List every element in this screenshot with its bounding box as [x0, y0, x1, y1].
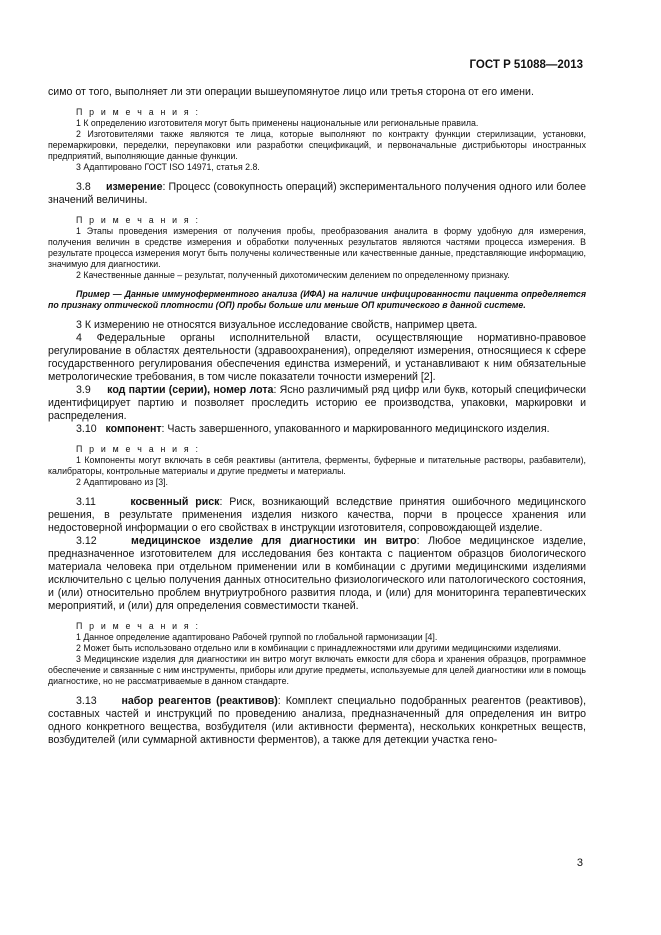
definition-text: : Комплект специально подобранных реагентов (реактивов), составных частей и инструкций по проведению анализа, предназначенный для определения ин витро одного конкретного вещества, возбудителя (или активности фермента), нескольких конкретных веществ, возбудителей (или суммарной активности ферментов), а также для детекции участка гено-	[48, 695, 587, 746]
definition-text: : Риск, возникающий вследствие принятия ошибочного медицинского решения, в результате применения изделия низкого качества, порчи в процессе хранения или недостоверной информации о его свойствах в инструкции изготовителя, сопровождающей изделие.	[48, 496, 587, 534]
definition-term: набор реагентов (реактивов)	[121, 695, 278, 707]
note-item: 1 Данное определение адаптировано Рабочей группой по глобальной гармонизации [4].	[76, 632, 438, 642]
definition-term: измерение	[106, 181, 163, 193]
notes-heading: П р и м е ч а н и я :	[76, 215, 201, 225]
intro-paragraph: симо от того, выполняет ли эти операции вышеупомянутое лицо или третья сторона от его имени.	[48, 86, 534, 98]
definition-3-13: 3.13 набор реагентов (реактивов): Комплект специально подобранных реагентов (реактивов), составных частей и инструкций по проведению анализа, предназначенный для определения ин витро одного конкретного вещества, возбудителя (или активности фермента), нескольких конкретных веществ, возбудителей (или суммарной активности ферментов), а также для детекции участка гено-	[48, 695, 587, 746]
note-item: 1 К определению изготовителя могут быть применены национальные или региональные правила.	[76, 118, 479, 128]
definition-text: : Любое медицинское изделие, предназначенное изготовителем для исследования без контакта с пациентом образцов биологического материала человека при отдельном применении или в комбинации с другими медицинскими изделиями исключительно с целью получения данных относительно физиологического или патологического состояния, и (или) относительно проблем внутриутробного развития плода, и (или) для мониторинга терапевтических мероприятий, и (или) для определения совместимости тканей.	[48, 535, 586, 612]
definition-term: косвенный риск	[130, 496, 220, 508]
definition-term: компонент	[105, 423, 162, 435]
definition-term: медицинское изделие для диагностики ин витро	[130, 535, 417, 547]
definition-3-8: 3.8 измерение: Процесс (совокупность операций) экспериментального получения одного или более значений величины.	[48, 181, 587, 206]
page-number: 3	[576, 857, 583, 869]
note-item-3: 3 К измерению не относятся визуальное исследование свойств, например цвета.	[76, 319, 478, 331]
note-item: 3 Адаптировано ГОСТ ISO 14971, статья 2.8.	[76, 162, 260, 172]
definition-3-11: 3.11 косвенный риск: Риск, возникающий вследствие принятия ошибочного медицинского решения, в результате применения изделия низкого качества, порчи в процессе хранения или недостоверной информации о его свойствах в инструкции изготовителя, сопровождающей изделие.	[48, 496, 587, 534]
definition-text: : Часть завершенного, упакованного и маркированного медицинского изделия.	[161, 423, 550, 435]
note-item: 2 Адаптировано из [3].	[76, 477, 168, 487]
note-item-4: 4 Федеральные органы исполнительной власти, осуществляющие нормативно-правовое регулирование в областях деятельности (здравоохранения), определяют измерения, относящиеся к сфере государственного регулирования обеспечения единства измерений, и устанавливают к ним обязательные метрологические требования, в том числе показатели точности измерений [2].	[48, 332, 586, 383]
note-item: 1 Компоненты могут включать в себя реактивы (антитела, ферменты, буферные и питательные растворы, разбавители), калибраторы, контрольные материалы и другие предметы и материалы.	[48, 455, 586, 476]
example-paragraph: Пример — Данные иммуноферментного анализа (ИФА) на наличие инфицированности пациента определяется по признаку оптической плотности (ОП) пробы больше или меньше ОП критического в данной системе.	[48, 289, 586, 310]
page-content	[48, 86, 586, 747]
notes-heading: П р и м е ч а н и я :	[76, 621, 201, 631]
notes-heading: П р и м е ч а н и я :	[76, 444, 201, 454]
notes-heading: П р и м е ч а н и я :	[76, 107, 201, 117]
definition-term: код партии (серии), номер лота	[107, 384, 274, 396]
note-item: 3 Медицинские изделия для диагностики ин витро могут включать емкости для сбора и хранения образцов, программное обеспечение и связанные с ним инструменты, приборы или другие предметы, используемые для целей диагностики или в помощь диагностике, но не рассматриваемые в данном стандарте.	[48, 654, 586, 686]
note-item: 2 Изготовителями также являются те лица, которые выполняют по контракту функции стерилизации, установки, перемаркировки, переделки, переупаковки или разработки спецификаций, и первоначальные дистрибьюторы иностранных предприятий, выполняющие данные функции.	[48, 129, 586, 161]
note-item: 1 Этапы проведения измерения от получения пробы, преобразования аналита в форму удобную для измерения, получения величин в средстве измерения и обработки полученных результатов являются частями процесса измерения. В результате процесса измерения могут быть получены количественные или качественные данные, представляющие информацию, значимую для диагностики.	[48, 226, 586, 269]
definition-text: : Процесс (совокупность операций) экспериментального получения одного или более значений величины.	[48, 181, 587, 206]
standard-header: ГОСТ Р 51088—2013	[469, 59, 583, 71]
definition-3-12: 3.12 медицинское изделие для диагностики ин витро: Любое медицинское изделие, предназначенное изготовителем для исследования без контакта с пациентом образцов биологического материала человека при отдельном применении или в комбинации с другими медицинскими изделиями исключительно с целью получения данных относительно физиологического или патологического состояния, и (или) относительно проблем внутриутробного развития плода, и (или) для мониторинга терапевтических мероприятий, и (или) для определения совместимости тканей.	[48, 535, 586, 612]
note-item: 2 Качественные данные – результат, полученный дихотомическим делением по определенному признаку.	[76, 270, 510, 280]
definition-text: : Ясно различимый ряд цифр или букв, который специфически идентифицирует партию и позволяет проследить историю ее производства, упаковки, маркировки и распределения.	[48, 384, 586, 422]
definition-3-9: 3.9 код партии (серии), номер лота: Ясно различимый ряд цифр или букв, который специфически идентифицирует партию и позволяет проследить историю ее производства, упаковки, маркировки и распределения.	[48, 384, 586, 422]
note-item: 2 Может быть использовано отдельно или в комбинации с принадлежностями или другими медицинскими изделиями.	[76, 643, 561, 653]
definition-3-10: 3.10 компонент: Часть завершенного, упакованного и маркированного медицинского изделия.	[76, 423, 550, 435]
